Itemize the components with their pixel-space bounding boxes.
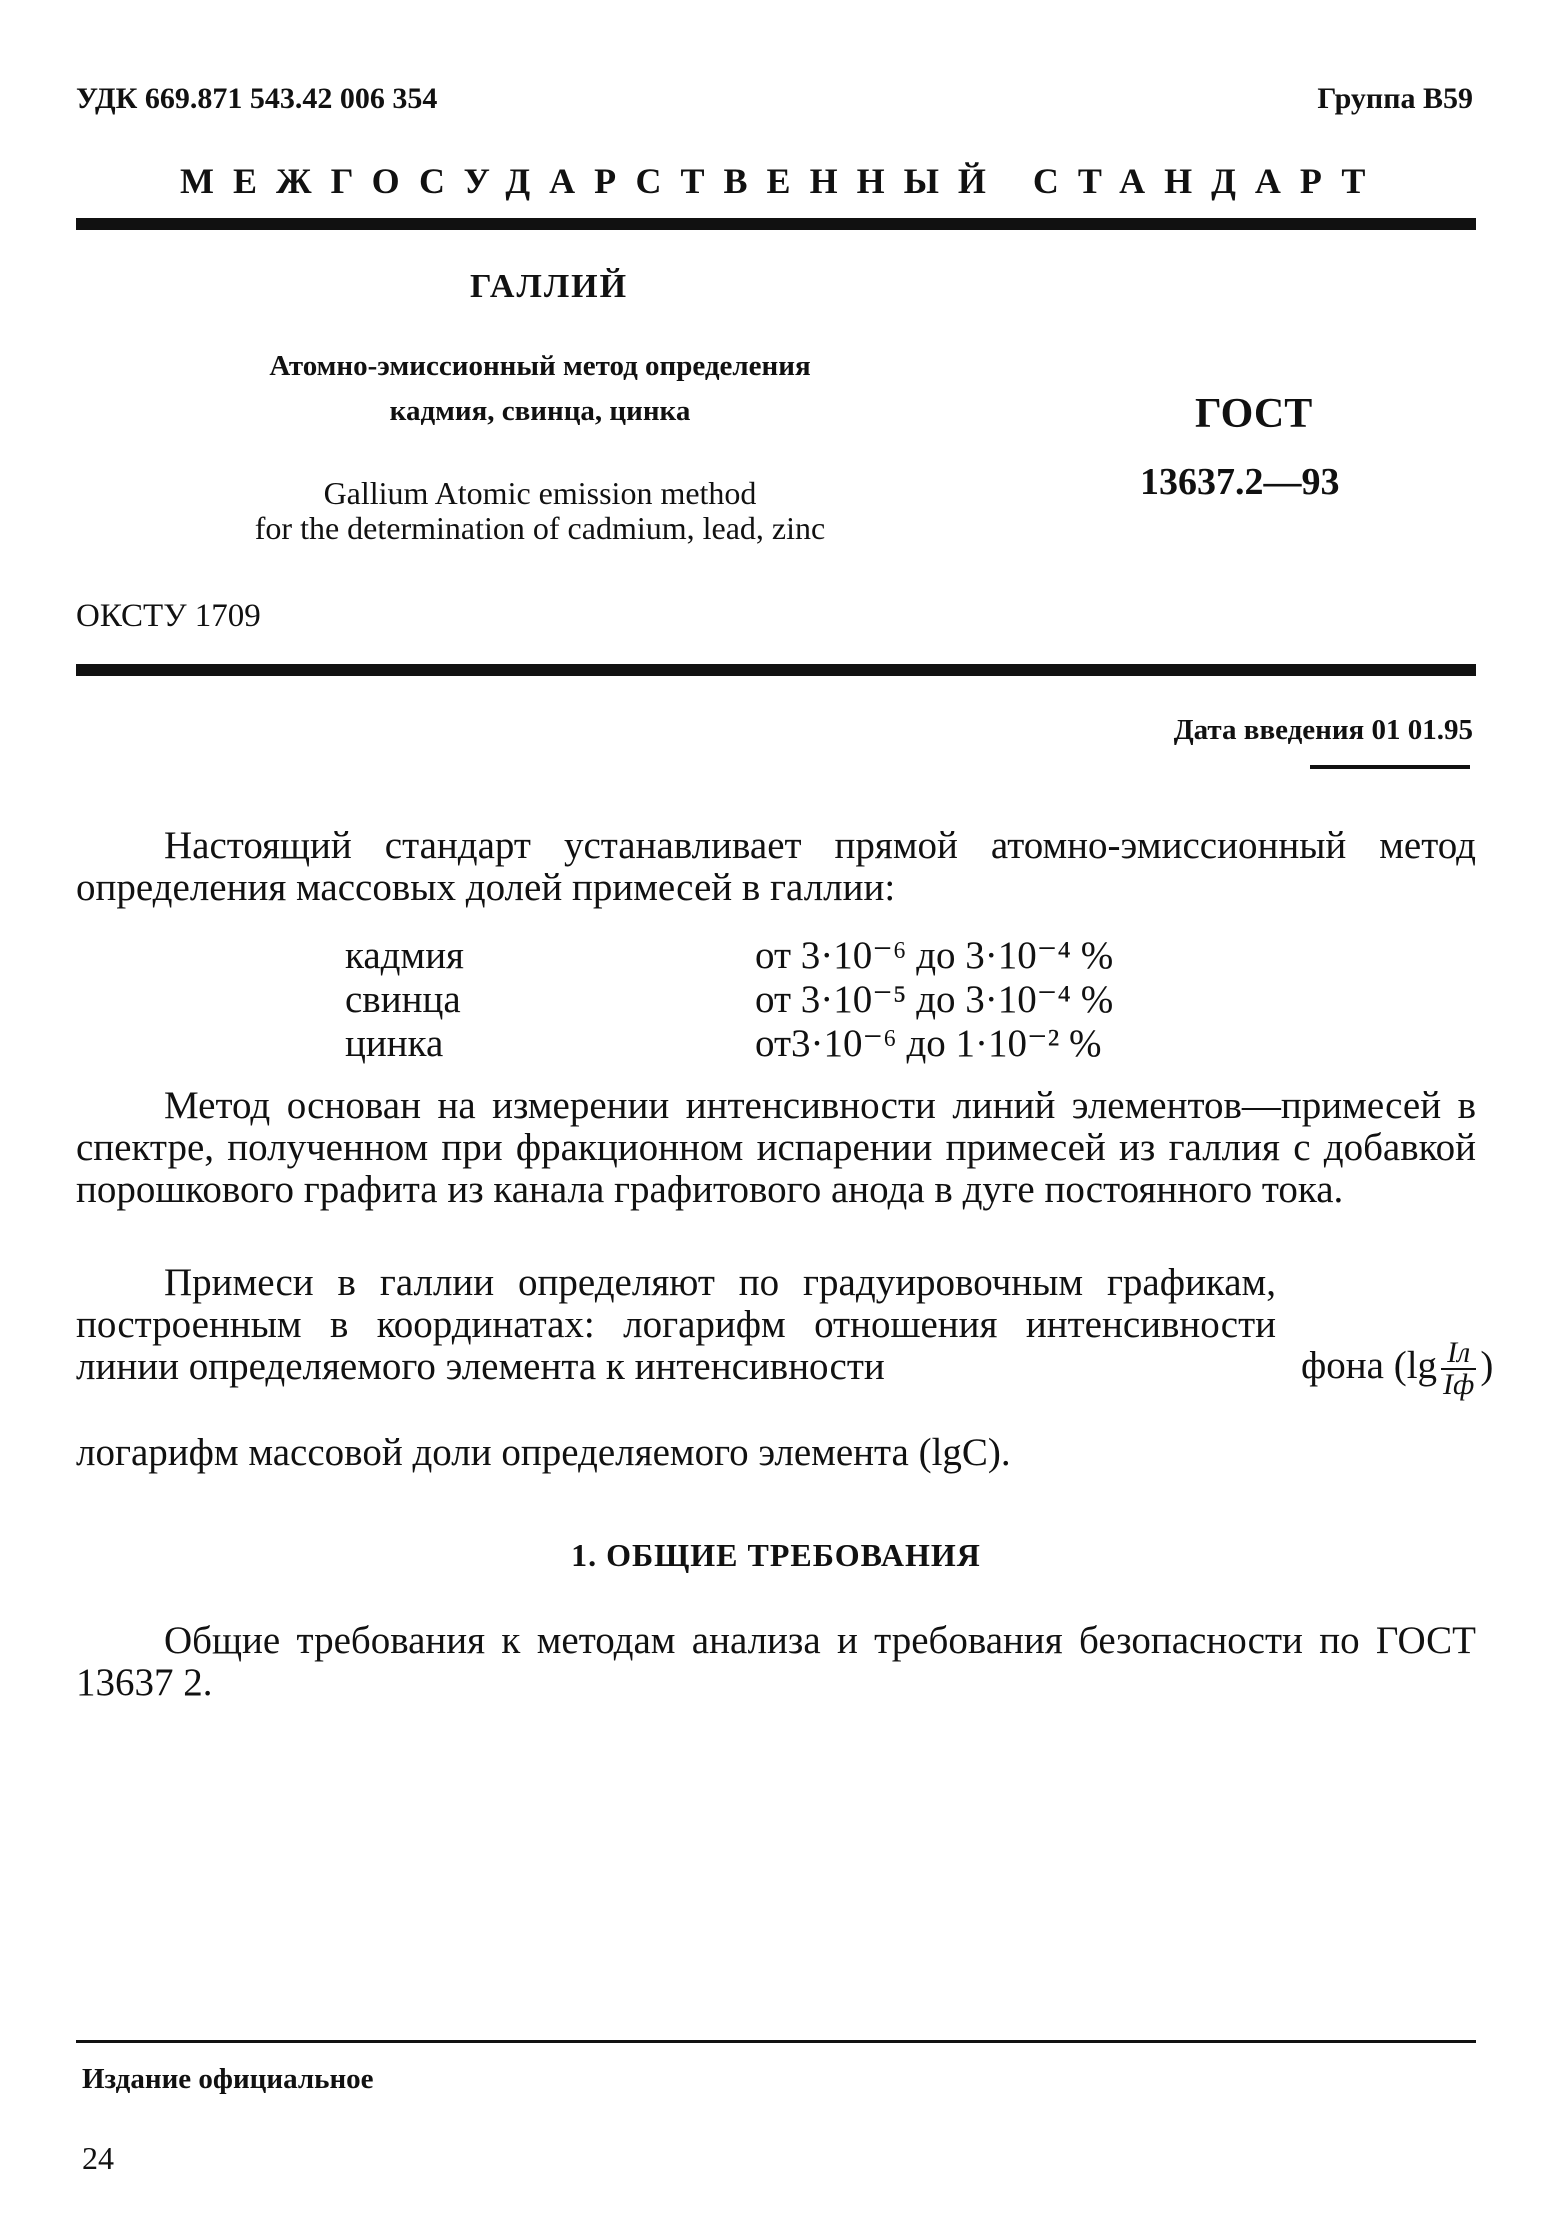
subtitle-line-1: Атомно-эмиссионный метод определения (269, 350, 811, 382)
official-edition-note: Издание официальное (82, 2063, 374, 2095)
subtitle-line-2: кадмия, свинца, цинка (389, 395, 691, 427)
introduction-date: Дата введения 01 01.95 (1173, 714, 1473, 746)
footer-rule (76, 2040, 1476, 2043)
gost-number: 13637.2—93 (1140, 461, 1340, 503)
english-title-line-2: for the determination of cadmium, lead, zinc (254, 510, 826, 546)
formula-prefix: фона (lg (1301, 1343, 1438, 1387)
range-value-cadmium: от 3·10⁻⁶ до 3·10⁻⁴ % (755, 934, 1114, 977)
title-rule (76, 664, 1476, 676)
section-heading: 1. ОБЩИЕ ТРЕБОВАНИЯ (571, 1537, 981, 1573)
range-element-zinc: цинка (345, 1022, 444, 1065)
okstu-code: ОКСТУ 1709 (76, 598, 261, 634)
paragraph-general-requirements: Общие требования к методам анализа и требования безопасности по ГОСТ 13637 2. (76, 1619, 1476, 1704)
top-rule (76, 218, 1476, 230)
formula-denominator: Iф (1443, 1368, 1475, 1401)
interstate-standard-heading: МЕЖГОСУДАРСТВЕННЫЙ СТАНДАРТ (180, 161, 1385, 201)
paragraph-calibration: Примеси в галлии определяют по градуировочным графикам, построенным в координатах: логарифм отношения интенсивности линии определяемого элемента к интенсивности (76, 1261, 1276, 1388)
range-value-lead: от 3·10⁻⁵ до 3·10⁻⁴ % (755, 978, 1114, 1021)
gost-label: ГОСТ (1195, 391, 1313, 437)
date-underline (1310, 765, 1470, 769)
formula-fraction (1441, 1338, 1476, 1400)
range-value-zinc: от3·10⁻⁶ до 1·10⁻² % (755, 1022, 1102, 1065)
formula-suffix: ) (1480, 1343, 1494, 1387)
paragraph-method: Метод основан на измерении интенсивности линий элементов—примесей в спектре, полученном при фракционном испарении примесей из галлия с добавкой порошкового графита из канала графитового анода в дуге постоянного тока. (76, 1084, 1476, 1211)
paragraph-calibration-end: логарифм массовой доли определяемого элемента (lgC). (76, 1431, 1011, 1474)
range-element-cadmium: кадмия (345, 934, 464, 977)
paragraph-scope: Настоящий стандарт устанавливает прямой атомно-эмиссионный метод определения массовых долей примесей в галлии: (76, 824, 1476, 909)
formula-numerator: Iл (1441, 1338, 1476, 1370)
range-element-lead: свинца (345, 978, 461, 1021)
document-title: ГАЛЛИЙ (470, 268, 629, 305)
english-title-line-1: Gallium Atomic emission method (323, 475, 757, 511)
formula-lg-ratio (1301, 1338, 1493, 1400)
udk-code: УДК 669.871 543.42 006 354 (76, 82, 438, 115)
page-number: 24 (82, 2140, 114, 2176)
group-code: Группа B59 (1317, 82, 1473, 115)
